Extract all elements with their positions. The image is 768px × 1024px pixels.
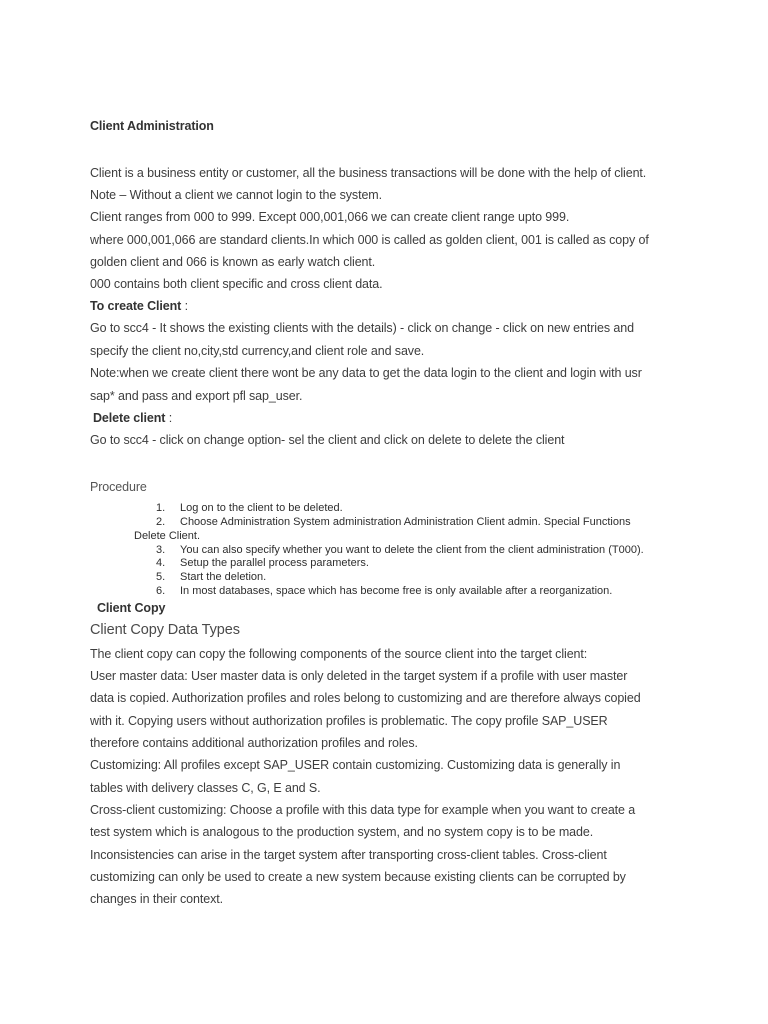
delete-client-line: Go to scc4 - click on change option- sel the client and click on delete to delete the client — [90, 433, 565, 447]
client-copy-line-2: User master data: User master data is only deleted in the target system if a profile with user master — [90, 669, 628, 683]
client-copy-line-7: tables with delivery classes C, G, E and S. — [90, 781, 321, 795]
step-number: 1. — [156, 502, 166, 514]
procedure-step-continuation — [134, 529, 200, 543]
intro-line-2: Note – Without a client we cannot login to the system. — [90, 188, 382, 202]
create-client-heading-row — [90, 298, 188, 314]
step-number: 5. — [156, 571, 166, 583]
step-number: 3. — [156, 544, 166, 556]
step-text: Choose Administration System administration Administration Client admin. Special Functions — [180, 516, 631, 528]
procedure-step — [156, 570, 266, 584]
step-text: Log on to the client to be deleted. — [180, 502, 343, 514]
client-copy-line-8: Cross-client customizing: Choose a profile with this data type for example when you want to create a — [90, 803, 636, 817]
intro-line-1: Client is a business entity or customer, all the business transactions will be done with the help of client. — [90, 166, 647, 180]
step-number: 2. — [156, 516, 166, 528]
client-copy-line-3: data is copied. Authorization profiles and roles belong to customizing and are therefore always copied — [90, 691, 641, 705]
procedure-step — [156, 501, 343, 515]
delete-client-heading: Delete client — [93, 411, 166, 425]
step-text: You can also specify whether you want to delete the client from the client administration (T000). — [180, 544, 644, 556]
client-copy-heading: Client Copy — [97, 601, 166, 615]
client-copy-line-9: test system which is analogous to the production system, and no system copy is to be made. — [90, 825, 594, 839]
client-copy-line-5: therefore contains additional authorization profiles and roles. — [90, 736, 418, 750]
intro-line-4: where 000,001,066 are standard clients.In which 000 is called as golden client, 001 is called as copy of — [90, 233, 649, 247]
document-title: Client Administration — [90, 119, 214, 133]
intro-line-6: 000 contains both client specific and cross client data. — [90, 277, 383, 291]
step-text: Setup the parallel process parameters. — [180, 557, 369, 569]
step-text: In most databases, space which has become free is only available after a reorganization. — [180, 585, 613, 597]
intro-line-5: golden client and 066 is known as early watch client. — [90, 255, 376, 269]
client-copy-line-1: The client copy can copy the following components of the source client into the target client: — [90, 647, 588, 661]
create-client-line-1: Go to scc4 - It shows the existing clients with the details) - click on change - click on new entries and — [90, 321, 634, 335]
procedure-step — [156, 584, 612, 598]
procedure-step — [156, 556, 369, 570]
create-client-heading: To create Client — [90, 299, 182, 313]
delete-client-colon: : — [165, 411, 173, 425]
client-copy-subheading: Client Copy Data Types — [90, 622, 240, 638]
delete-client-heading-row — [93, 410, 172, 426]
create-client-line-3: Note:when we create client there wont be any data to get the data login to the client and login with usr — [90, 366, 642, 380]
client-copy-line-6: Customizing: All profiles except SAP_USER contain customizing. Customizing data is generally in — [90, 758, 621, 772]
intro-line-3: Client ranges from 000 to 999. Except 000,001,066 we can create client range upto 999. — [90, 210, 570, 224]
step-text: Start the deletion. — [180, 571, 267, 583]
step-number: 6. — [156, 585, 166, 597]
client-copy-line-12: changes in their context. — [90, 892, 223, 906]
client-copy-line-4: with it. Copying users without authorization profiles is problematic. The copy profile SAP_USER — [90, 714, 608, 728]
step-number: 4. — [156, 557, 166, 569]
client-copy-line-11: customizing can only be used to create a new system because existing clients can be corrupted by — [90, 870, 626, 884]
procedure-heading: Procedure — [90, 480, 147, 494]
create-client-line-4: sap* and pass and export pfl sap_user. — [90, 389, 303, 403]
create-client-colon: : — [181, 299, 188, 313]
step-text: Delete Client. — [134, 530, 201, 542]
procedure-step — [156, 515, 631, 529]
create-client-line-2: specify the client no,city,std currency,and client role and save. — [90, 344, 425, 358]
procedure-step — [156, 543, 644, 557]
client-copy-line-10: Inconsistencies can arise in the target system after transporting cross-client tables. Cross-client — [90, 848, 607, 862]
